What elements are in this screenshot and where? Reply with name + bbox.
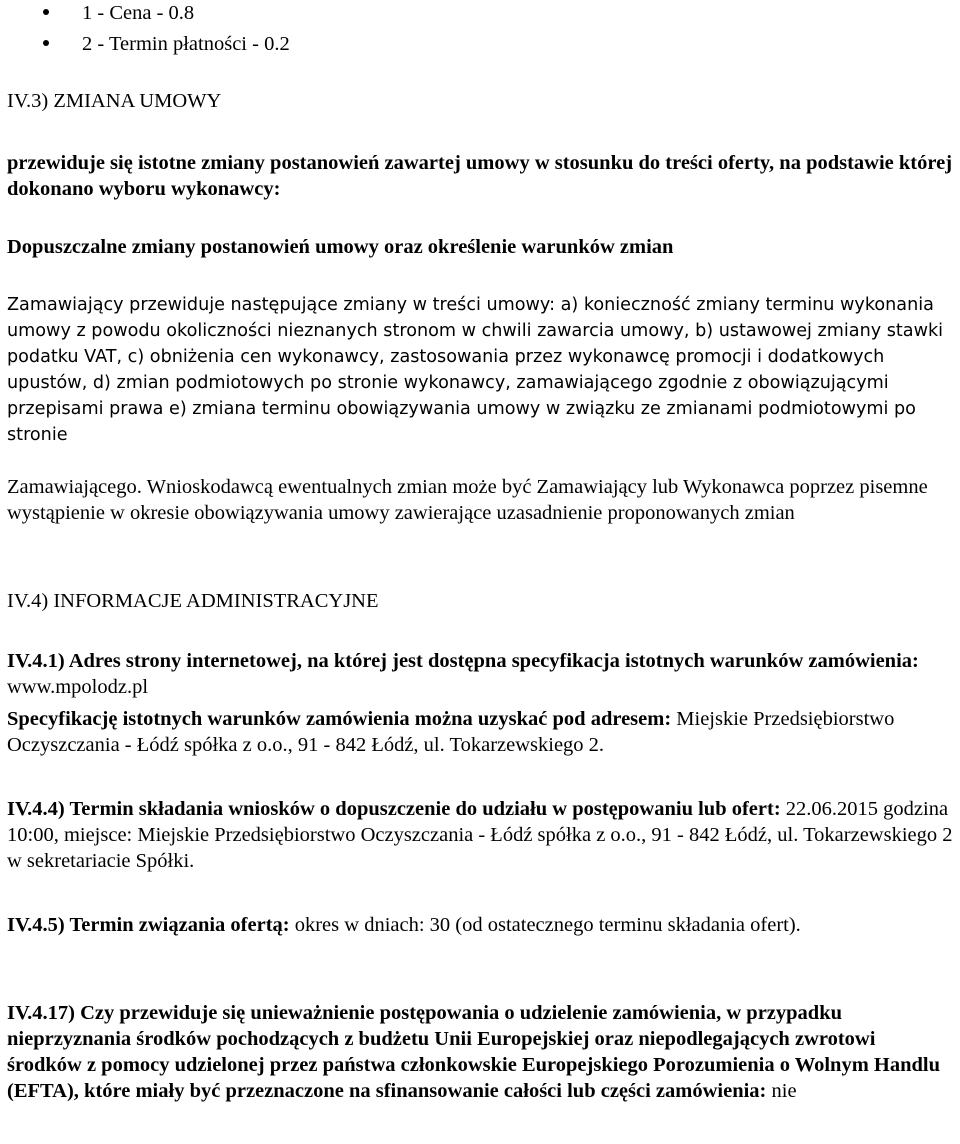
bullet-icon	[43, 40, 49, 46]
field-iv45-label: IV.4.5) Termin związania ofertą:	[7, 914, 290, 936]
field-iv417-label: IV.4.17) Czy przewiduje się unieważnienie postępowania o udzielenie zamówienia, w przypadku nieprzyznania środków pochodzących z budżetu Unii Europejskiej oraz niepodlegających zwrotowi środków z pomocy udzielonej przez państwa członkowskie Europejskiego Porozumienia o Wolnym Handlu (EFTA), które miały być przeznaczone na sfinansowanie całości lub części zamówienia:	[7, 1002, 941, 1102]
section-heading-iv4: IV.4) INFORMACJE ADMINISTRACYJNE	[7, 590, 379, 612]
field-iv417	[7, 1000, 955, 1104]
field-iv41-value: www.mpolodz.pl	[7, 676, 149, 698]
field-iv45	[7, 912, 955, 938]
criteria-item	[0, 0, 400, 31]
field-iv44-value: 22.06.2015 godzina 10:00, miejsce: Miejskie Przedsiębiorstwo Oczyszczania - Łódź spółka z o.o., 91 - 842 Łódź, ul. Tokarzewskiego 2 w sekretariacie Spółki.	[7, 798, 953, 872]
contract-change-intro: przewiduje się istotne zmiany postanowień zawartej umowy w stosunku do treści oferty, na podstawie której dokonano wyboru wykonawcy:	[7, 152, 953, 200]
field-iv41	[7, 648, 955, 700]
specification-address-label: Specyfikację istotnych warunków zamówienia można uzyskać pod adresem:	[7, 708, 672, 730]
contract-change-body: Zamawiający przewiduje następujące zmiany w treści umowy: a) konieczność zmiany terminu wykonania umowy z powodu okoliczności nieznanych stronom w chwili zawarcia umowy, b) ustawowej zmiany stawki podatku VAT, c) obniżenia cen wykonawcy, zastosowania przez wykonawcę promocji i dodatkowych upustów, d) zmian podmiotowych po stronie wykonawcy, zamawiającego zgodnie z obowiązującymi przepisami prawa e) zmiana terminu obowiązywania umowy w związku ze zmianami podmiotowymi po stronie	[7, 295, 944, 445]
specification-address-value: Miejskie Przedsiębiorstwo Oczyszczania - Łódź spółka z o.o., 91 - 842 Łódź, ul. Tokarzewskiego 2.	[7, 708, 895, 756]
contract-change-body-continued: Zamawiającego. Wnioskodawcą ewentualnych zmian może być Zamawiający lub Wykonawca poprzez pisemne wystąpienie w okresie obowiązywania umowy zawierające uzasadnienie proponowanych zmian	[7, 476, 928, 524]
field-specification-address	[7, 706, 955, 758]
field-iv417-value: nie	[771, 1080, 797, 1102]
award-criteria-list	[0, 0, 400, 62]
contract-change-subheading: Dopuszczalne zmiany postanowień umowy oraz określenie warunków zmian	[7, 236, 674, 258]
field-iv44	[7, 796, 955, 874]
field-iv44-label: IV.4.4) Termin składania wniosków o dopuszczenie do udziału w postępowaniu lub ofert:	[7, 798, 781, 820]
section-heading-iv3: IV.3) ZMIANA UMOWY	[7, 90, 222, 112]
field-iv45-value: okres w dniach: 30 (od ostatecznego terminu składania ofert).	[294, 914, 801, 936]
criteria-item	[0, 31, 400, 62]
bullet-icon	[43, 9, 49, 15]
field-iv41-label: IV.4.1) Adres strony internetowej, na której jest dostępna specyfikacja istotnych warunków zamówienia:	[7, 650, 919, 672]
criteria-item-text: 1 - Cena - 0.8	[82, 2, 195, 24]
criteria-item-text: 2 - Termin płatności - 0.2	[82, 33, 290, 55]
